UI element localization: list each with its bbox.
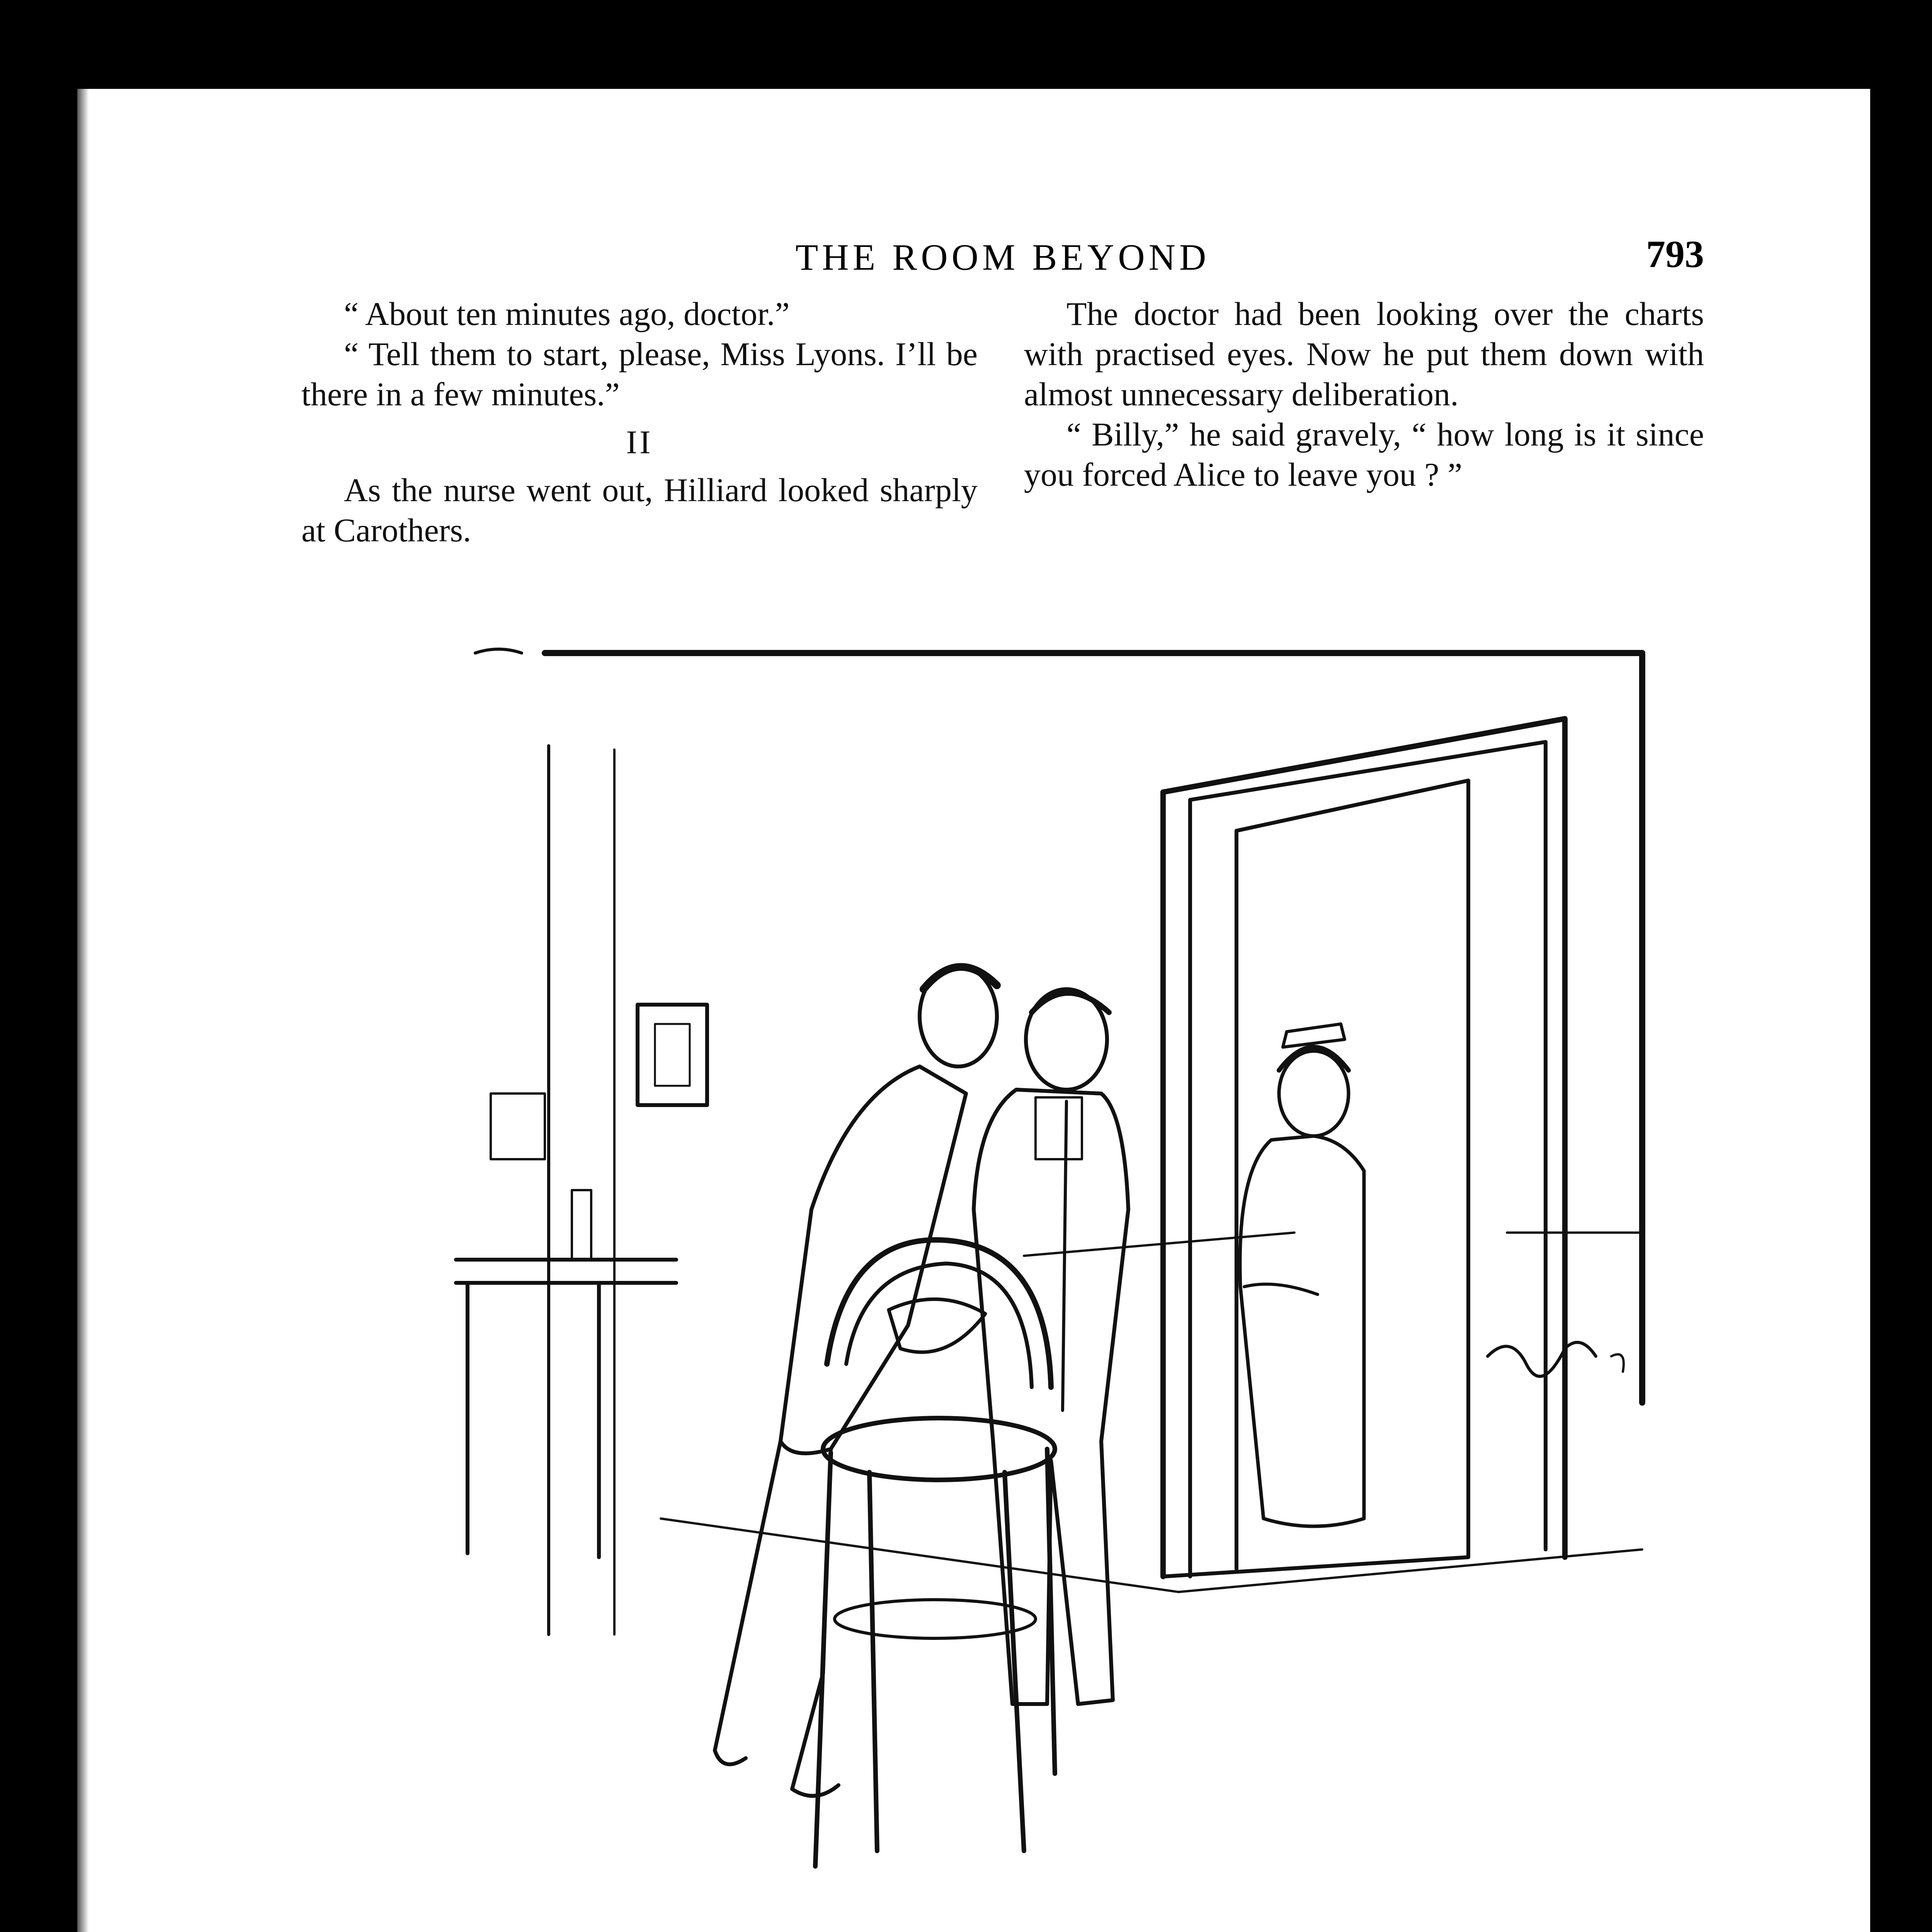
book-page <box>77 89 1870 1932</box>
page-gutter-shadow <box>77 89 89 1932</box>
running-title: THE ROOM BEYOND <box>795 236 1210 278</box>
paragraph: “ Tell them to start, please, Miss Lyons. I’ll be there in a few minutes.” <box>301 335 978 413</box>
paragraph: As the nurse went out, Hilliard looked sharply at Carothers. <box>301 471 978 549</box>
top-right-column <box>1024 294 1704 495</box>
paragraph: “ Billy,” he said gravely, “ how long is it since you forced Alice to leave you ? ” <box>1024 416 1704 493</box>
page-number: 793 <box>1646 233 1704 276</box>
paragraph: “ About ten minutes ago, doctor.” <box>344 295 790 332</box>
illustration <box>444 630 1681 1932</box>
page-header <box>301 228 1704 282</box>
section-number: II <box>626 423 653 461</box>
illustration-drawing <box>444 630 1681 1932</box>
top-left-column <box>301 294 978 550</box>
paragraph: The doctor had been looking over the charts with practised eyes. Now he put them down with almost unnecessary deliberation. <box>1024 295 1704 413</box>
